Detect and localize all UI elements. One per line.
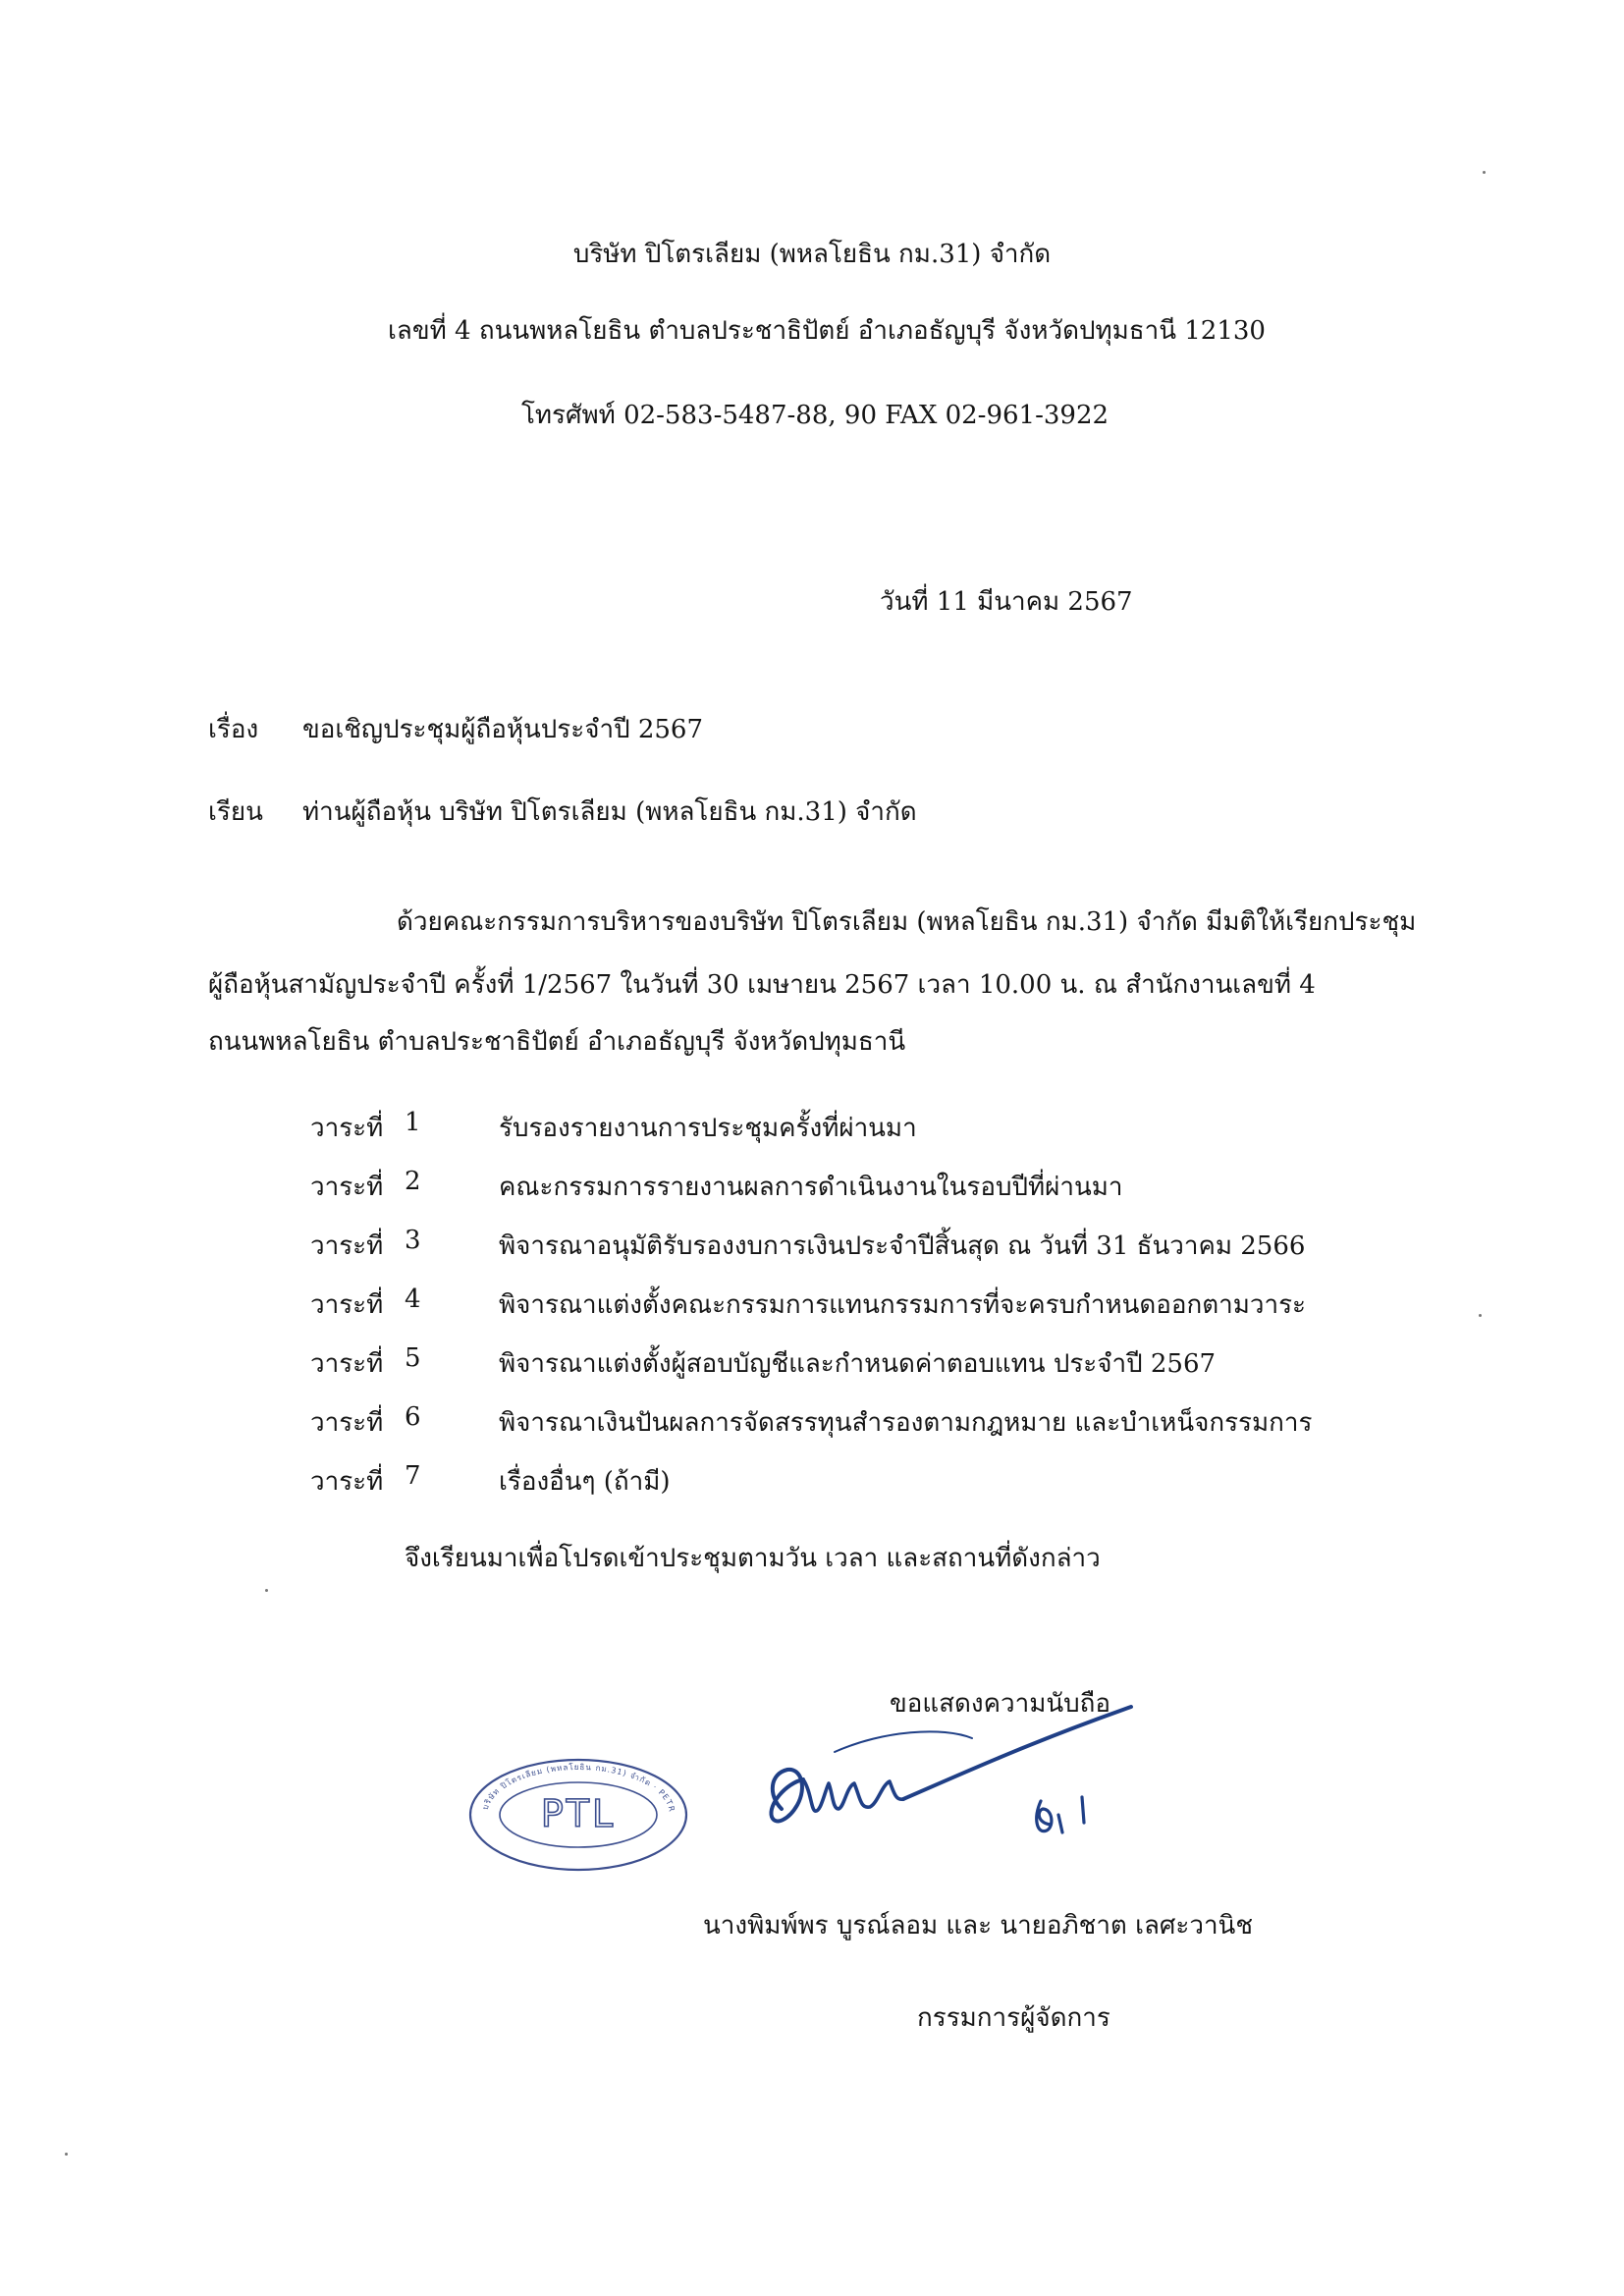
scan-speck: [1483, 171, 1486, 174]
agenda-number: 7: [405, 1461, 421, 1491]
company-address: เลขที่ 4 ถนนพหลโยธิน ตำบลประชาธิปัตย์ อำเภอธัญบุรี จังหวัดปทุมธานี 12130: [388, 316, 1266, 346]
agenda-text: พิจารณาอนุมัติรับรองงบการเงินประจำปีสิ้นสุด ณ วันที่ 31 ธันวาคม 2566: [499, 1231, 1306, 1261]
agenda-number: 3: [405, 1226, 421, 1255]
agenda-text: คณะกรรมการรายงานผลการดำเนินงานในรอบปีที่ผ่านมา: [499, 1173, 1123, 1202]
agenda-text: พิจารณาแต่งตั้งคณะกรรมการแทนกรรมการที่จะครบกำหนดออกตามวาระ: [499, 1290, 1307, 1320]
body-line-2: ผู้ถือหุ้นสามัญประจำปี ครั้งที่ 1/2567 ในวันที่ 30 เมษายน 2567 เวลา 10.00 น. ณ สำนักงานเลขที่ 4: [208, 970, 1316, 1000]
agenda-text: รับรองรายงานการประชุมครั้งที่ผ่านมา: [499, 1114, 917, 1143]
agenda-number: 6: [405, 1402, 421, 1432]
recipient-label: เรียน: [208, 797, 263, 827]
agenda-item: [0, 1167, 1624, 1210]
agenda-label: วาระที่: [310, 1173, 384, 1202]
agenda-label: วาระที่: [310, 1290, 384, 1320]
agenda-item: [0, 1226, 1624, 1269]
agenda-label: วาระที่: [310, 1349, 384, 1379]
signature: [746, 1689, 1139, 1876]
agenda-text: เรื่องอื่นๆ (ถ้ามี): [499, 1467, 671, 1497]
scan-speck: [65, 2153, 68, 2156]
scan-speck: [265, 1589, 268, 1592]
body-line-1: ด้วยคณะกรรมการบริหารของบริษัท ปิโตรเลียม (พหลโยธิน กม.31) จำกัด มีมติให้เรียกประชุม: [397, 907, 1417, 937]
company-phone-fax: โทรศัพท์ 02-583-5487-88, 90 FAX 02-961-3922: [520, 401, 1110, 430]
subject-label: เรื่อง: [208, 715, 259, 744]
company-stamp: [465, 1756, 691, 1874]
agenda-label: วาระที่: [310, 1231, 384, 1261]
company-name: บริษัท ปิโตรเลียม (พหลโยธิน กม.31) จำกัด: [572, 240, 1052, 269]
agenda-item: [0, 1285, 1624, 1328]
scan-speck: [1479, 1314, 1482, 1317]
agenda-text: พิจารณาแต่งตั้งผู้สอบบัญชีและกำหนดค่าตอบแทน ประจำปี 2567: [499, 1349, 1217, 1379]
signatory-names: นางพิมพ์พร บูรณ์ลอม และ นายอภิชาต เลศะวานิช: [703, 1911, 1253, 1941]
body-line-3: ถนนพหลโยธิน ตำบลประชาธิปัตย์ อำเภอธัญบุรี จังหวัดปทุมธานี: [208, 1027, 906, 1057]
stamp-ring-text: บริษัท ปิโตรเลียม (พหลโยธิน กม.31) จำกัด · PETR: [480, 1762, 677, 1814]
agenda-item: [0, 1461, 1624, 1504]
agenda-item: [0, 1343, 1624, 1387]
closing-sentence: จึงเรียนมาเพื่อโปรดเข้าประชุมตามวัน เวลา และสถานที่ดังกล่าว: [405, 1544, 1101, 1573]
signature-graphic: [746, 1689, 1139, 1876]
agenda-item: [0, 1108, 1624, 1151]
stamp-logo-text: PTL: [540, 1792, 617, 1835]
sign-off: ขอแสดงความนับถือ: [890, 1689, 1110, 1719]
subject-text: ขอเชิญประชุมผู้ถือหุ้นประจำปี 2567: [302, 715, 704, 744]
signatory-position: กรรมการผู้จัดการ: [917, 2003, 1110, 2033]
recipient-text: ท่านผู้ถือหุ้น บริษัท ปิโตรเลียม (พหลโยธิน กม.31) จำกัด: [302, 797, 917, 827]
agenda-item: [0, 1402, 1624, 1446]
agenda-number: 4: [405, 1285, 421, 1314]
agenda-label: วาระที่: [310, 1408, 384, 1438]
agenda-number: 1: [405, 1108, 421, 1137]
agenda-number: 5: [405, 1343, 421, 1373]
agenda-label: วาระที่: [310, 1114, 384, 1143]
letter-date: วันที่ 11 มีนาคม 2567: [880, 587, 1133, 617]
agenda-label: วาระที่: [310, 1467, 384, 1497]
agenda-number: 2: [405, 1167, 421, 1196]
agenda-text: พิจารณาเงินปันผลการจัดสรรทุนสำรองตามกฎหมาย และบำเหน็จกรรมการ: [499, 1408, 1313, 1438]
stamp-graphic: [465, 1756, 691, 1874]
